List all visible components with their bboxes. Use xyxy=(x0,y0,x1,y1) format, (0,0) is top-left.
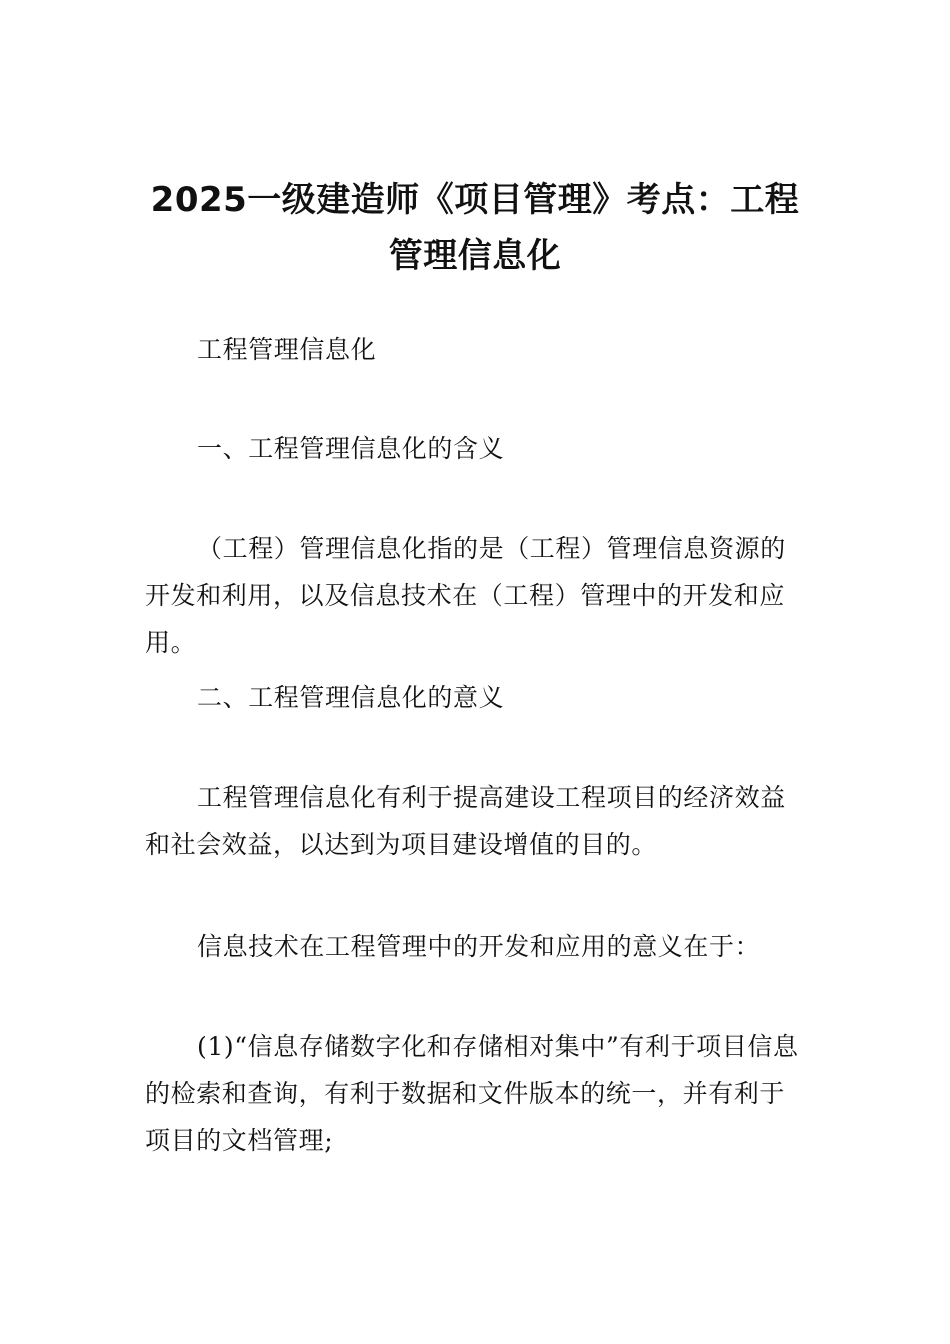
paragraph-definition: （工程）管理信息化指的是（工程）管理信息资源的开发和利用，以及信息技术在（工程）管理中的开发和应用。 xyxy=(145,534,786,657)
paragraph-section-1-heading: 一、工程管理信息化的含义 xyxy=(197,434,505,463)
paragraph-section-2-heading: 二、工程管理信息化的意义 xyxy=(197,683,505,712)
paragraph-heading-main: 工程管理信息化 xyxy=(197,335,377,364)
paragraph-it-significance-intro: 信息技术在工程管理中的开发和应用的意义在于： xyxy=(197,932,761,961)
paragraph-point-1: (1)“信息存储数字化和存储相对集中”有利于项目信息的检索和查询，有利于数据和文件版本的统一，并有利于项目的文档管理; xyxy=(145,1032,799,1155)
document-title: 2025一级建造师《项目管理》考点：工程管理信息化 xyxy=(150,180,800,276)
paragraph-significance: 工程管理信息化有利于提高建设工程项目的经济效益和社会效益，以达到为项目建设增值的目的。 xyxy=(145,783,786,859)
